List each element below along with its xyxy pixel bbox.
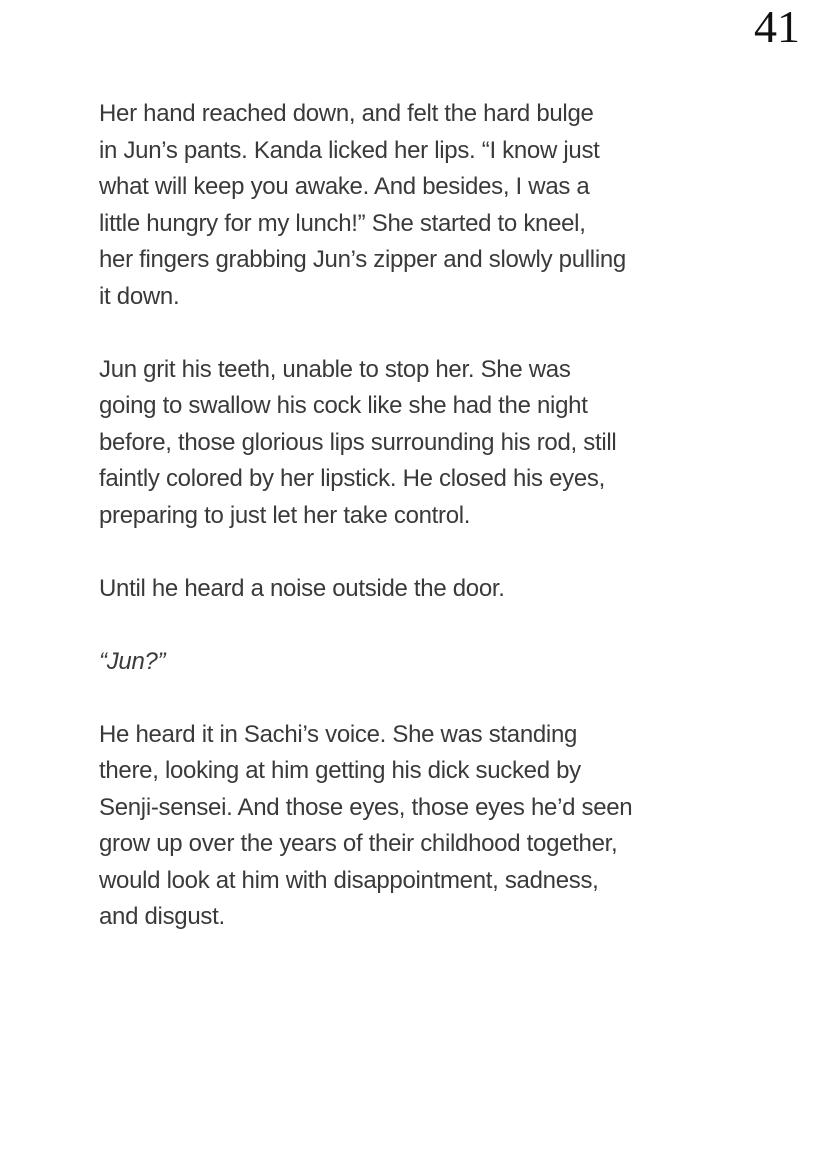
text-line: preparing to just let her take control. bbox=[99, 501, 471, 529]
text-line: there, looking at him getting his dick sucked by bbox=[99, 757, 581, 784]
text-line: He heard it in Sachi’s voice. She was standing bbox=[99, 720, 578, 748]
paragraph bbox=[99, 352, 759, 535]
text-line: before, those glorious lips surrounding his rod, still bbox=[99, 428, 617, 456]
text-line: little hungry for my lunch!” She started to kneel, bbox=[99, 209, 586, 237]
text-line: her fingers grabbing Jun’s zipper and slowly pulling bbox=[99, 246, 626, 273]
text-line: Jun grit his teeth, unable to stop her. She was bbox=[99, 355, 571, 383]
text-line: grow up over the years of their childhood together, bbox=[99, 830, 618, 857]
text-line: going to swallow his cock like she had the night bbox=[99, 392, 588, 419]
text-line: it down. bbox=[99, 282, 180, 310]
page-text-block bbox=[99, 96, 759, 972]
page-number: 41 bbox=[754, 1, 800, 52]
text-line: what will keep you awake. And besides, I was a bbox=[99, 173, 590, 200]
text-line: and disgust. bbox=[99, 903, 225, 930]
text-line: Until he heard a noise outside the door. bbox=[99, 574, 505, 602]
text-line: “Jun?” bbox=[99, 647, 166, 675]
text-line: Senji-sensei. And those eyes, those eyes he’d seen bbox=[99, 793, 633, 821]
paragraph bbox=[99, 644, 759, 681]
paragraph bbox=[99, 96, 759, 315]
text-line: would look at him with disappointment, sadness, bbox=[99, 866, 599, 894]
text-line: Her hand reached down, and felt the hard bulge bbox=[99, 100, 594, 127]
text-line: faintly colored by her lipstick. He closed his eyes, bbox=[99, 465, 605, 492]
paragraph bbox=[99, 717, 759, 936]
paragraph bbox=[99, 571, 759, 608]
text-line: in Jun’s pants. Kanda licked her lips. “I know just bbox=[99, 136, 600, 164]
